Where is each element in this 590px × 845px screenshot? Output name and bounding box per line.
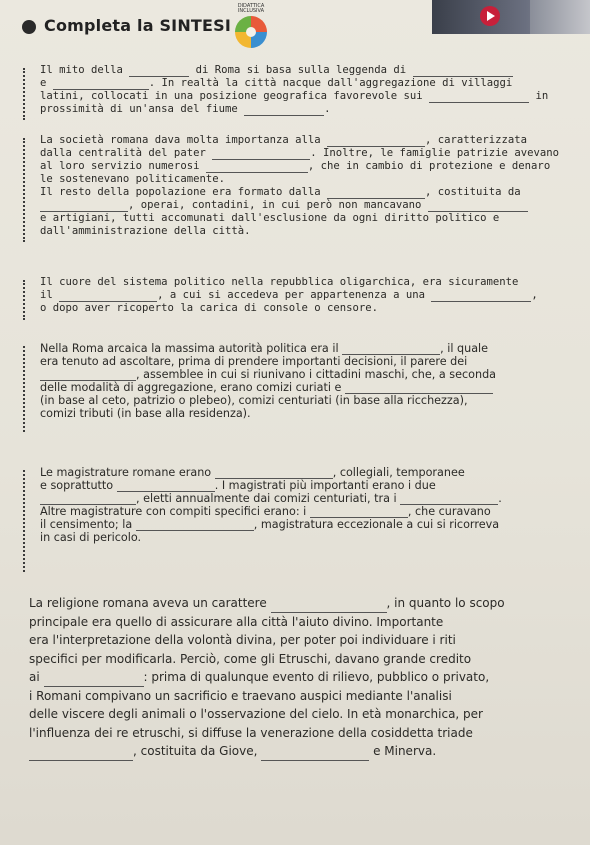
line-text: , che in cambio di protezione e denaro [307,160,551,172]
line-text: , collegiali, temporanee [332,466,465,479]
text-line [40,302,576,315]
line-text: di Roma si basa sulla leggenda di [189,64,413,76]
fill-in-blank[interactable] [136,520,254,531]
fill-in-blank[interactable] [40,494,136,505]
text-line [29,631,576,650]
line-text: e artigiani, tutti accomunati dall'esclusione da ogni diritto politico e [40,212,500,224]
line-text: principale era quello di assicurare alla città l'aiuto divino. Importante [29,614,444,629]
line-text: , costituita da Giove, [133,744,262,758]
line-text: Il cuore del sistema politico nella repubblica oligarchica, era sicuramente [40,276,519,288]
text-line [40,276,576,289]
line-text: l'influenza dei re etruschi, si diffuse la venerazione della cosiddetta triade [29,725,473,740]
line-text: prossimità di un'ansa del fiume [40,103,245,115]
fill-in-blank[interactable] [400,494,498,505]
line-text: e [40,77,53,89]
fill-in-blank[interactable] [44,674,144,687]
fill-in-blank[interactable] [53,79,149,90]
text-line [40,199,576,212]
fill-in-blank[interactable] [413,66,513,77]
line-text: , a cui si accedeva per appartenenza a una [157,289,432,301]
text-line [40,90,576,103]
fill-in-blank[interactable] [40,201,128,212]
line-text: era l'interpretazione della volontà divina, per poter poi individuare i riti [29,633,456,647]
puzzle-icon [233,15,269,49]
line-text: in [529,90,549,102]
text-line [40,134,576,147]
line-text: era tenuto ad ascoltare, prima di prendere importanti decisioni, il parere dei [40,355,468,368]
section-1 [0,64,590,124]
video-thumbnail[interactable] [432,0,590,34]
fill-in-blank[interactable] [342,344,440,355]
line-text: dall'amministrazione della città. [40,225,251,237]
fill-in-blank[interactable] [428,201,528,212]
line-text: , eletti annualmente dai comizi centuriati, tra i [136,492,401,505]
line-text: , il quale [440,342,489,355]
line-text: Il mito della [40,64,130,76]
text-line [40,173,576,186]
text-line [29,594,576,613]
line-text: . [498,492,502,505]
text-line [40,492,576,505]
video-thumbnail-sky [530,0,590,34]
line-text: e soprattutto [40,479,117,492]
line-text: , assemblee in cui si riunivano i cittadini maschi, che, a seconda [136,368,497,381]
fill-in-blank[interactable] [345,383,493,394]
fill-in-blank[interactable] [212,149,310,160]
text-line [40,355,576,368]
line-text: e Minerva. [369,744,437,758]
line-text: La religione romana aveva un carattere [29,596,271,610]
line-text: : prima di qualunque evento di rilievo, pubblico o privato, [143,670,490,684]
fill-in-blank[interactable] [206,162,308,173]
text-line [29,687,576,706]
fill-in-blank[interactable] [310,507,408,518]
fill-in-blank[interactable] [327,136,425,147]
text-line [40,225,576,238]
line-text: ai [29,670,44,684]
text-line [40,212,576,225]
section-4 [0,342,590,436]
line-text: specifici per modificarla. Perciò, come gli Etruschi, davano grande credito [29,651,472,666]
line-text: , [531,289,538,301]
text-line [40,64,576,77]
text-line [40,147,576,160]
fill-in-blank[interactable] [129,66,189,77]
fill-in-blank[interactable] [29,748,133,761]
line-text: . [324,103,331,115]
section-3-text [40,276,576,315]
section-6 [0,594,590,774]
line-text: o dopo aver ricoperto la carica di console o censore. [40,302,379,314]
section-2-text [40,134,576,238]
text-line [40,505,576,518]
line-text: latini, collocati in una posizione geografica favorevole sui [40,90,430,102]
section-marker [23,68,25,120]
text-line [40,186,576,199]
fill-in-blank[interactable] [261,748,369,761]
text-line [29,668,576,687]
text-line [40,368,576,381]
line-text: delle modalità di aggregazione, erano comizi curiati e [40,381,345,394]
line-text: , in quanto lo scopo [386,596,505,610]
text-line [40,518,576,531]
text-line [40,407,576,420]
line-text: comizi tributi (in base alla residenza). [40,407,251,420]
fill-in-blank[interactable] [40,370,136,381]
text-line [40,394,576,407]
line-text: La società romana dava molta importanza alla [40,134,328,146]
line-text: i Romani compivano un sacrificio e traevano auspici mediante l'analisi [29,688,452,703]
section-1-text [40,64,576,116]
section-marker [23,470,25,572]
line-text: , che curavano [407,505,491,518]
text-line [40,160,576,173]
section-3 [0,276,590,324]
line-text: delle viscere degli animali o l'osservazione del cielo. In età monarchica, per [29,707,483,721]
section-marker [23,346,25,432]
line-text: le sostenevano politicamente. [40,173,225,185]
section-marker [23,280,25,320]
line-text: . I magistrati più importanti erano i due [214,479,436,492]
section-4-text [40,342,576,420]
line-text: in casi di pericolo. [40,531,142,544]
section-6-text [0,594,576,761]
line-text: , caratterizzata [425,134,528,146]
fill-in-blank[interactable] [244,105,324,116]
line-text: , operai, contadini, in cui però non mancavano [128,199,428,211]
text-line [40,342,576,355]
line-text: , magistratura eccezionale a cui si ricorreva [253,518,500,531]
fill-in-blank[interactable] [271,600,387,613]
logo-text: DIDATTICA INCLUSIVA [237,3,265,14]
header [0,0,590,54]
fill-in-blank[interactable] [429,92,529,103]
page-title: Completa la SINTESI [44,16,232,35]
text-line [29,742,576,761]
line-text: il censimento; la [40,518,136,531]
text-line [40,466,576,479]
line-text: Il resto della popolazione era formato dalla [40,186,328,198]
fill-in-blank[interactable] [431,291,531,302]
text-line [40,531,576,544]
line-text: al loro servizio numerosi [40,160,206,172]
bullet-dot-icon [22,20,36,34]
text-line [29,613,576,632]
line-text: Nella Roma arcaica la massima autorità politica era il [40,342,343,355]
section-5-text [40,466,576,544]
line-text: , costituita da [425,186,521,198]
play-icon[interactable] [480,6,500,26]
line-text: . In realtà la città nacque dall'aggregazione di villaggi [148,77,513,89]
text-line [40,103,576,116]
fill-in-blank[interactable] [215,468,333,479]
line-text: Altre magistrature con compiti specifici erano: i [40,505,310,518]
line-text: il [40,289,60,301]
text-line [29,724,576,743]
line-text: (in base al ceto, patrizio o plebeo), comizi centuriati (in base alla ricchezza), [40,394,468,407]
section-5 [0,466,590,576]
line-text: dalla centralità del pater [40,147,213,159]
didattica-inclusiva-logo [232,4,270,50]
fill-in-blank[interactable] [59,291,157,302]
line-text: Le magistrature romane erano [40,466,215,479]
fill-in-blank[interactable] [327,188,425,199]
text-line [40,77,576,90]
section-marker [23,138,25,242]
text-line [40,479,576,492]
line-text: . Inoltre, le famiglie patrizie avevano [310,147,559,159]
text-line [40,289,576,302]
text-line [29,705,576,724]
text-line [40,381,576,394]
text-line [29,650,576,669]
fill-in-blank[interactable] [117,481,215,492]
section-2 [0,134,590,246]
